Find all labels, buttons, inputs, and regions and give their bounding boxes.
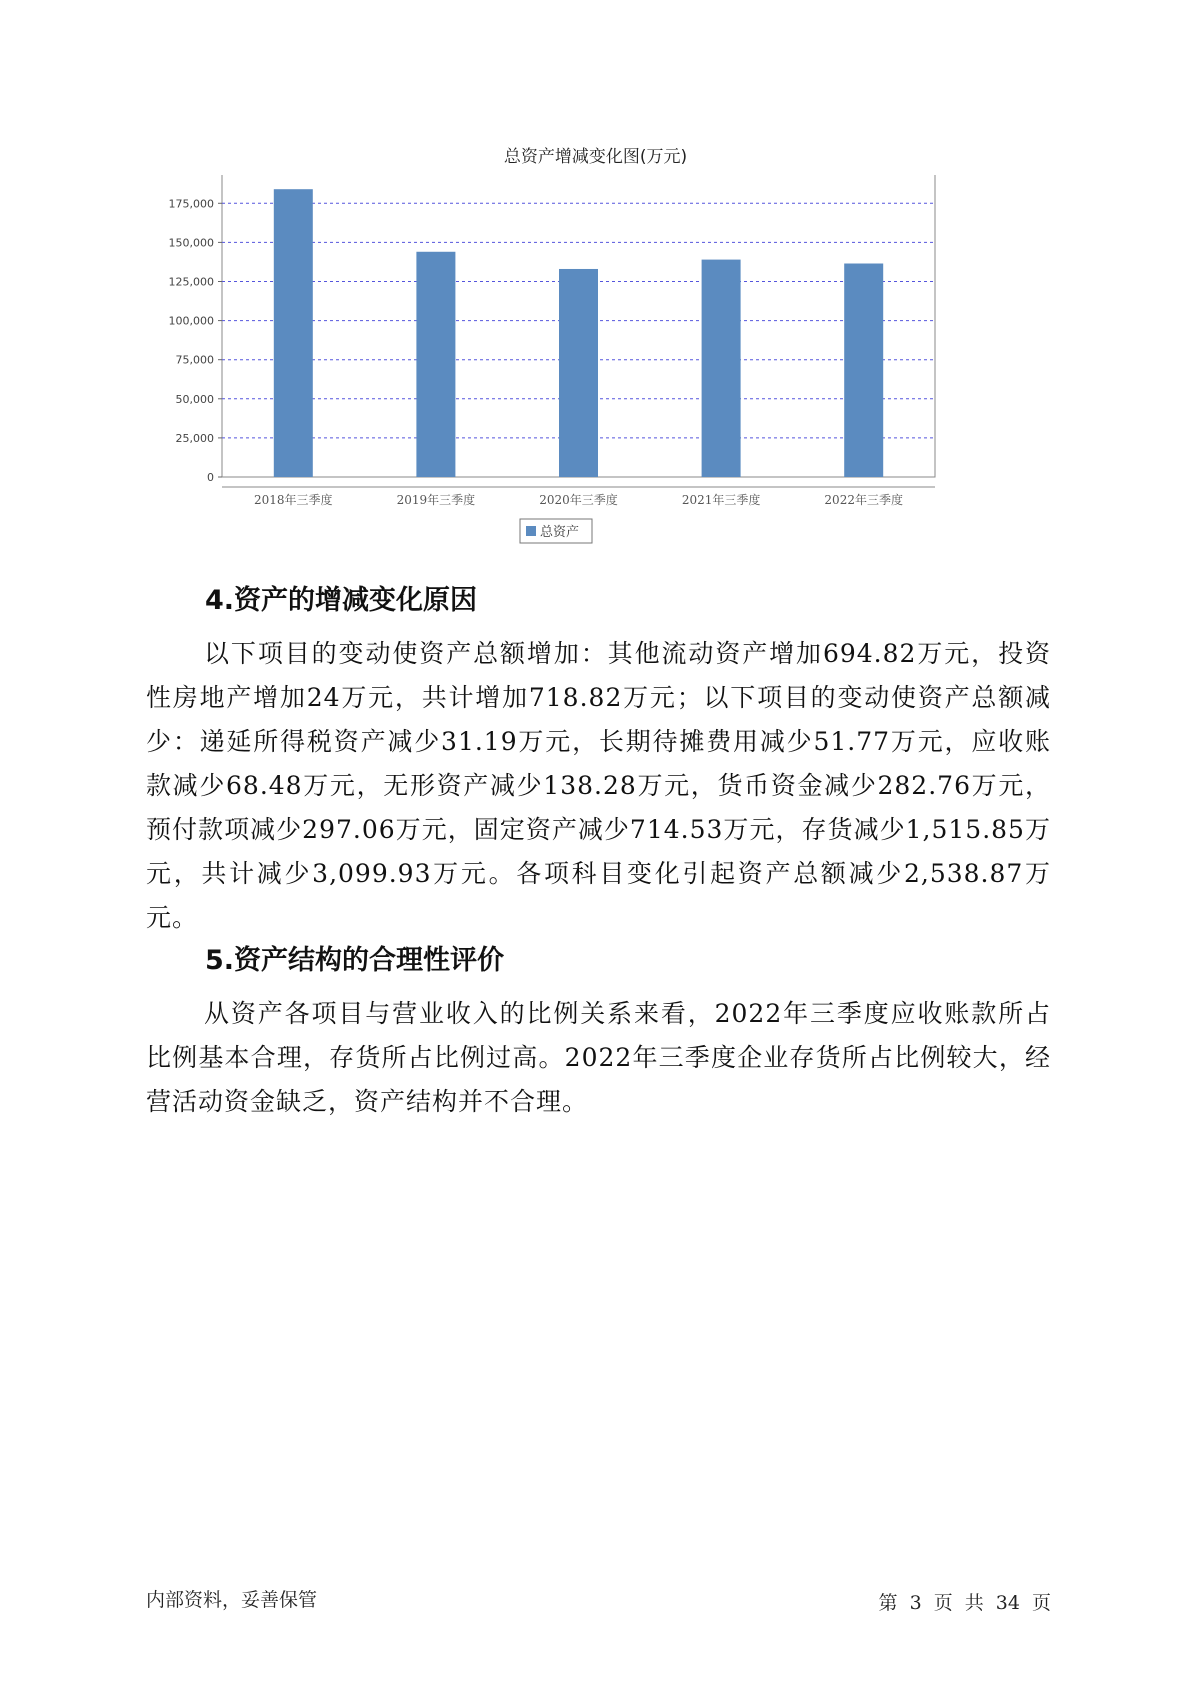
section-paragraph-4: 以下项目的变动使资产总额增加：其他流动资产增加694.82万元，投资性房地产增加24万元，共计增加718.82万元；以下项目的变动使资产总额减少：递延所得税资产减少31.19万元，长期待摊费用减少51.77万元，应收账款减少68.48万元，无形资产减少138.28万元，货币资金减少282.76万元，预付款项减少297.06万元，固定资产减少714.53万元，存货减少1,515.85万元，共计减少3,099.93万元。各项科目变化引起资产总额减少2,538.87万元。 (146, 639, 1051, 932)
chart-title: 总资产增减变化图(万元) (503, 147, 688, 167)
x-tick-label: 2020年三季度 (539, 493, 618, 507)
section-paragraph-5: 从资产各项目与营业收入的比例关系来看，2022年三季度应收账款所占比例基本合理，存货所占比例过高。2022年三季度企业存货所占比例较大，经营活动资金缺乏，资产结构并不合理。 (146, 999, 1051, 1116)
y-tick-label: 150,000 (168, 236, 214, 250)
y-tick-label: 25,000 (175, 431, 214, 445)
footer-page-number: 第 3 页 共 34 页 (878, 1592, 1051, 1614)
y-tick-label: 125,000 (168, 275, 214, 289)
y-tick-label: 100,000 (168, 314, 214, 328)
legend-label: 总资产 (540, 525, 580, 540)
section-heading-4: 4.资产的增减变化原因 (205, 585, 478, 616)
x-tick-label: 2021年三季度 (681, 493, 761, 507)
bar-2022年三季度 (844, 264, 883, 478)
bar-2021年三季度 (702, 260, 741, 477)
footer-confidential-note: 内部资料，妥善保管 (146, 1589, 318, 1611)
section-heading-5: 5.资产结构的合理性评价 (205, 945, 505, 976)
bar-chart (160, 175, 950, 550)
y-tick-label: 175,000 (168, 197, 214, 211)
x-tick-label: 2022年三季度 (824, 493, 903, 507)
legend-swatch (526, 526, 536, 536)
y-tick-label: 50,000 (175, 392, 214, 406)
bar-2019年三季度 (416, 252, 455, 477)
y-tick-label: 0 (207, 471, 214, 484)
y-tick-label: 75,000 (175, 353, 214, 367)
x-tick-label: 2018年三季度 (254, 493, 333, 507)
bar-2020年三季度 (559, 269, 598, 477)
bar-2018年三季度 (274, 189, 313, 477)
x-tick-label: 2019年三季度 (396, 493, 476, 507)
